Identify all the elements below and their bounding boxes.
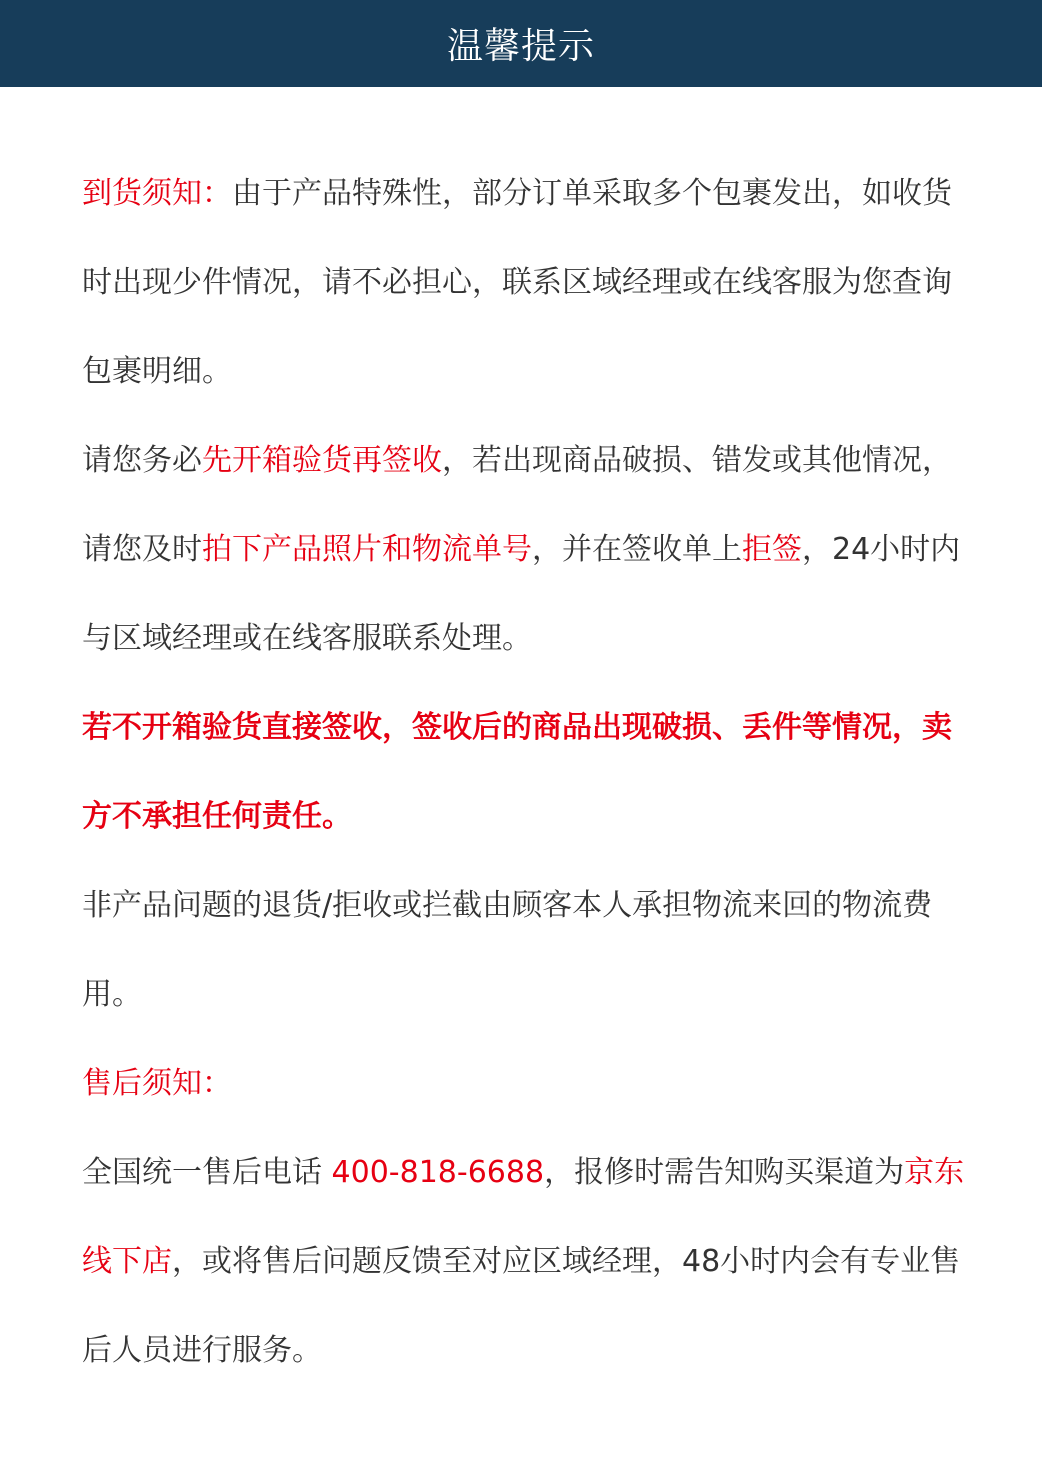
after-sales-heading	[82, 1039, 974, 1128]
delivery-notice-text: 由于产品特殊性，部分订单采取多个包裹发出，如收货时出现少件情况，请不必担心，联系区域经理或在线客服为您查询包裹明细。	[82, 176, 952, 389]
inspection-text-2: ，若出现商品破损、错发或其他情况，请您及时	[82, 443, 952, 567]
after-sales-text-1: 全国统一售后电话	[82, 1155, 332, 1190]
notice-content	[0, 149, 1042, 1395]
return-policy-text: 非产品问题的退货/拒收或拦截由顾客本人承担物流来回的物流费用。	[82, 888, 933, 1012]
inspection-highlight-2: 拍下产品照片和物流单号	[202, 532, 532, 567]
after-sales-label: 售后须知：	[82, 1066, 232, 1101]
delivery-notice-label: 到货须知：	[82, 176, 232, 211]
inspection-text-4: ，24小时内与区域经理或在线客服联系处理。	[82, 532, 961, 656]
after-sales-info	[82, 1128, 974, 1395]
page-title: 温馨提示	[446, 26, 595, 67]
purchase-channel: 京东线下店	[82, 1155, 965, 1279]
inspection-text-1: 请您务必	[82, 443, 202, 478]
after-sales-text-2: ，报修时需告知购买渠道为	[544, 1155, 905, 1190]
after-sales-text-3: ，或将售后问题反馈至对应区域经理，48小时内会有专业售后人员进行服务。	[82, 1244, 961, 1368]
disclaimer-text: 若不开箱验货直接签收，签收后的商品出现破损、丢件等情况，卖方不承担任何责任。	[82, 710, 952, 834]
after-sales-phone: 400-818-6688	[331, 1155, 545, 1190]
inspection-highlight-1: 先开箱验货再签收	[202, 443, 442, 478]
inspection-text-3: ，并在签收单上	[532, 532, 742, 567]
inspection-notice	[82, 416, 974, 683]
header-bar	[0, 0, 1042, 87]
delivery-notice	[82, 149, 974, 416]
disclaimer-warning	[82, 683, 974, 861]
return-policy	[82, 861, 974, 1039]
inspection-highlight-3: 拒签	[742, 532, 802, 567]
